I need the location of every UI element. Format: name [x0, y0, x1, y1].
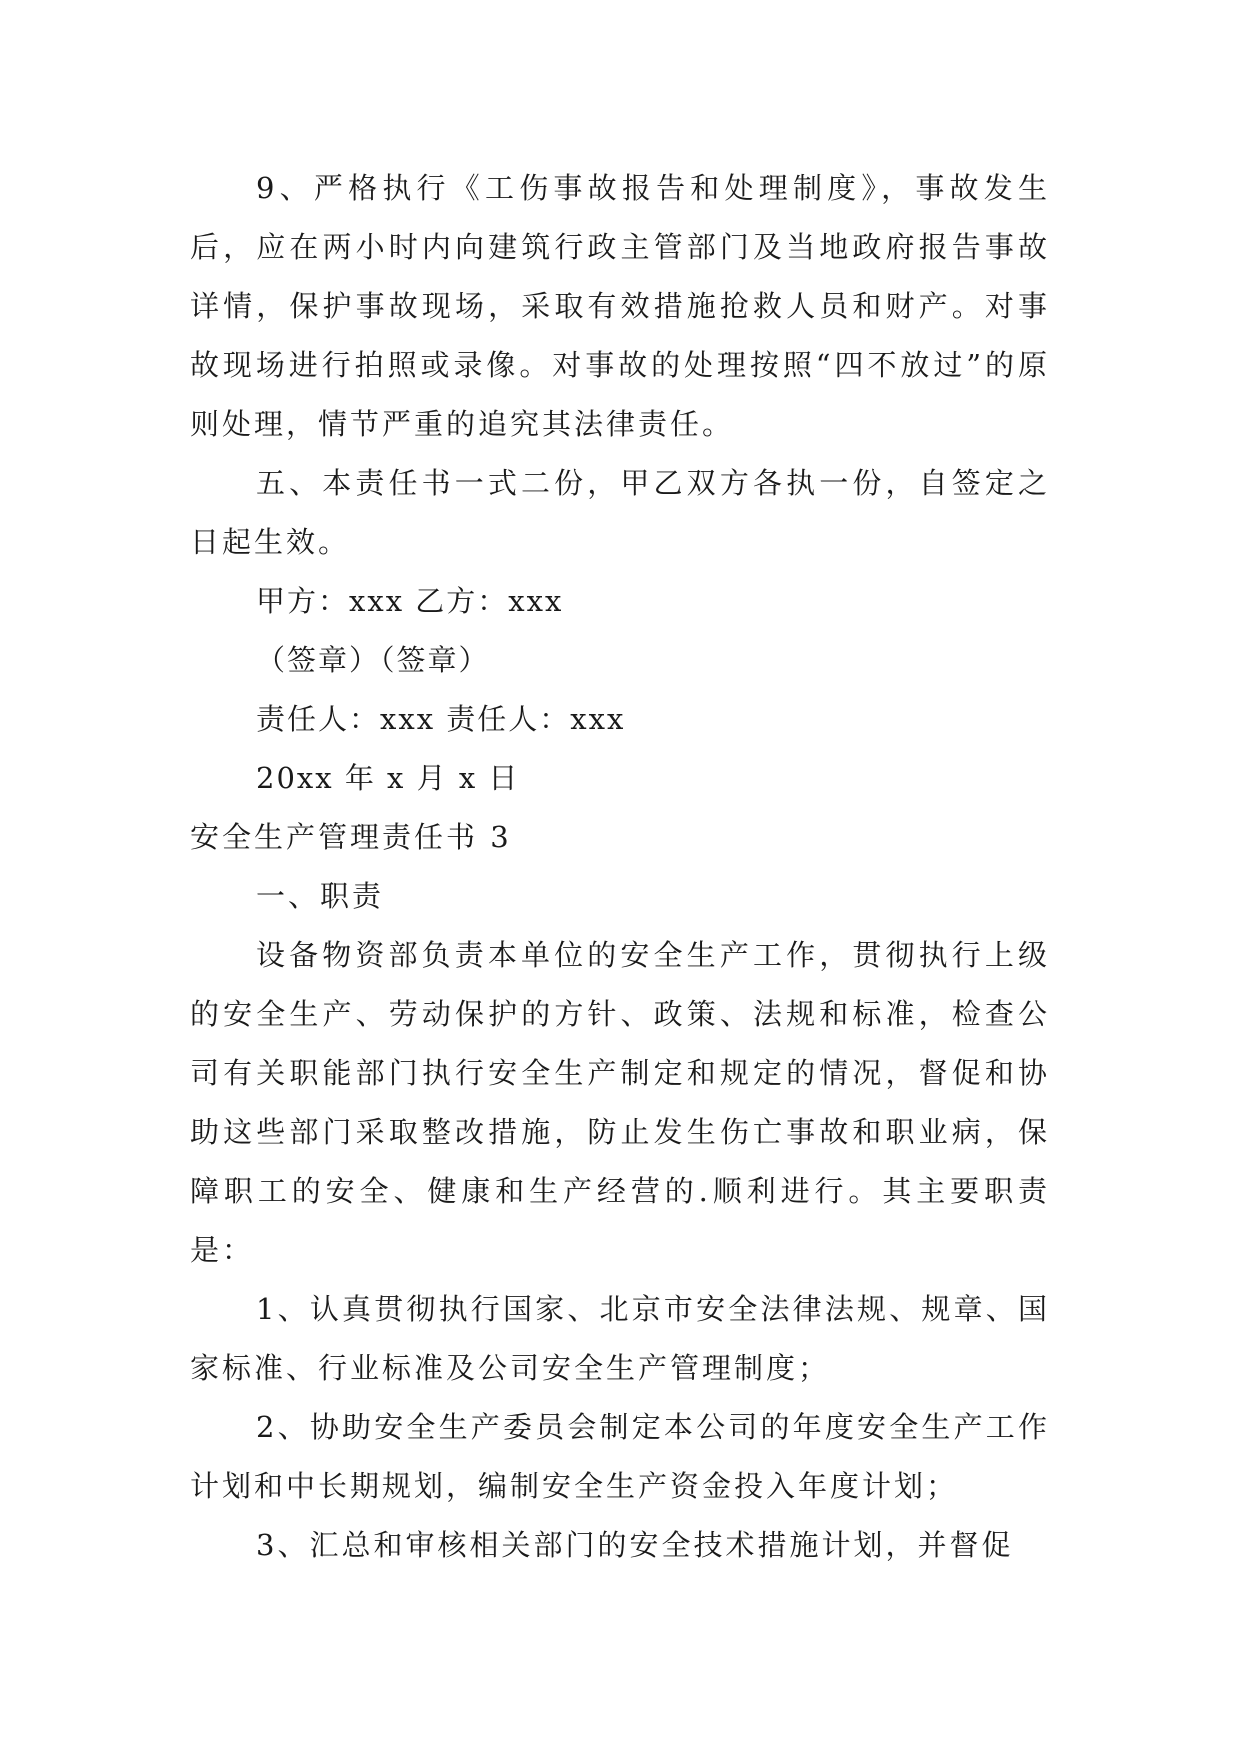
subheading-duties: 一、职责 — [256, 879, 385, 913]
list-item-3: 3、汇总和审核相关部门的安全技术措施计划，并督促 — [256, 1528, 1014, 1562]
signature-seals: （签章）（签章） — [256, 643, 490, 677]
list-item-1: 1、认真贯彻执行国家、北京市安全法律法规、规章、国家标准、行业标准及公司安全生产管理制度； — [190, 1292, 1050, 1385]
paragraph-department-duties: 设备物资部负责本单位的安全生产工作，贯彻执行上级的安全生产、劳动保护的方针、政策、法规和标准，检查公司有关职能部门执行安全生产制定和规定的情况，督促和协助这些部门采取整改措施，防止发生伤亡事故和职业病，保障职工的安全、健康和生产经营的.顺利进行。其主要职责是： — [190, 938, 1050, 1267]
signature-responsible-persons: 责任人：xxx 责任人：xxx — [256, 702, 626, 736]
paragraph-copies-effective: 五、本责任书一式二份，甲乙双方各执一份，自签定之日起生效。 — [190, 466, 1050, 559]
signature-parties: 甲方：xxx 乙方：xxx — [256, 584, 564, 618]
paragraph-accident-report: 9、严格执行《工伤事故报告和处理制度》，事故发生后，应在两小时内向建筑行政主管部门及当地政府报告事故详情，保护事故现场，采取有效措施抢救人员和财产。对事故现场进行拍照或录像。对事故的处理按照“四不放过”的原则处理，情节严重的追究其法律责任。 — [190, 171, 1050, 441]
section-heading: 安全生产管理责任书 3 — [190, 820, 512, 854]
document-body — [190, 159, 1050, 1575]
list-item-2: 2、协助安全生产委员会制定本公司的年度安全生产工作计划和中长期规划，编制安全生产资金投入年度计划； — [190, 1410, 1050, 1503]
signature-date: 20xx 年 x 月 x 日 — [256, 761, 520, 795]
